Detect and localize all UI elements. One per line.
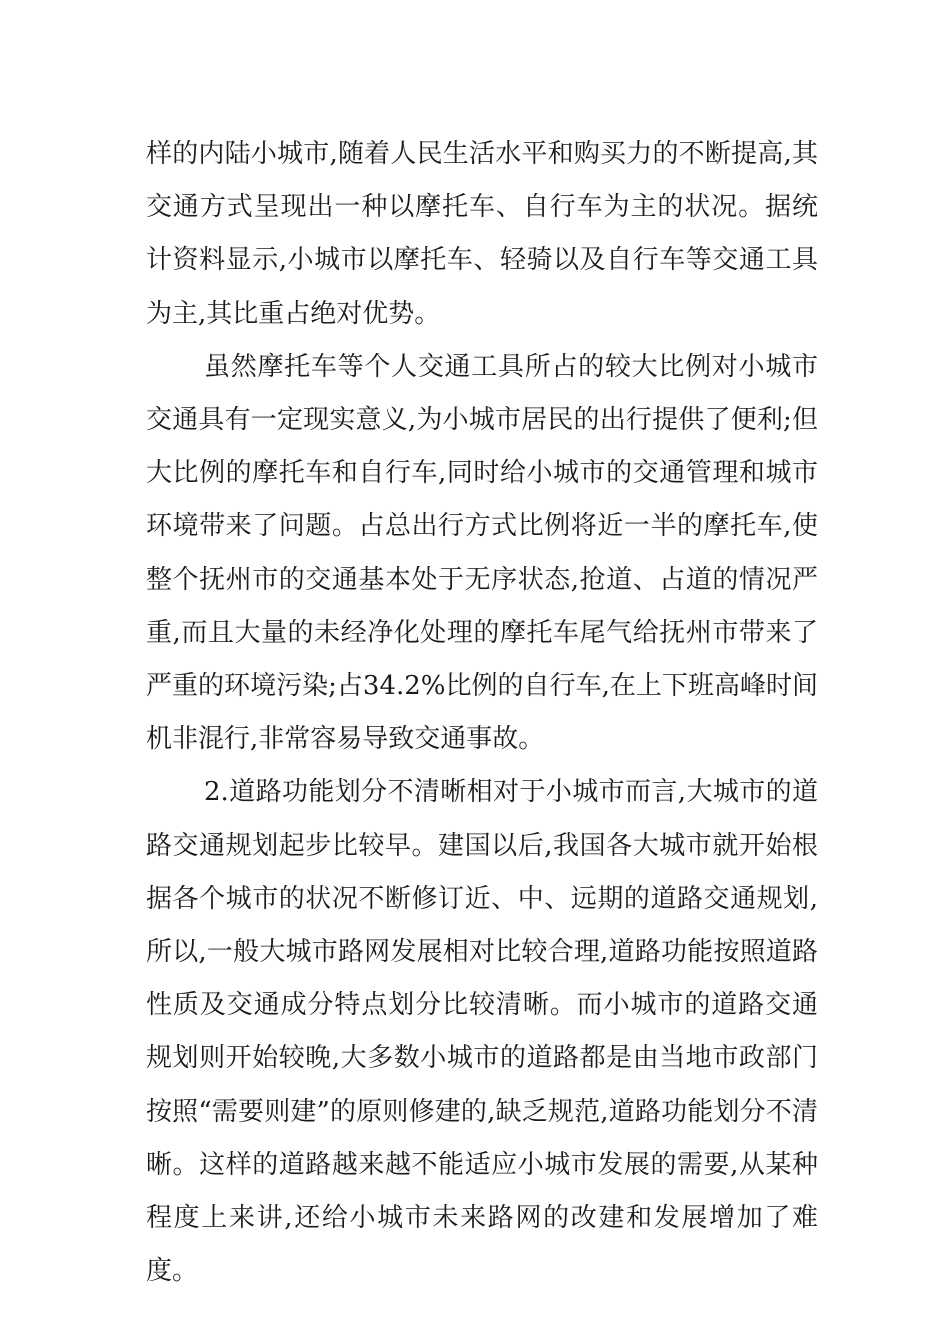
paragraph-road-function: 2.道路功能划分不清晰相对于小城市而言,大城市的道路交通规划起步比较早。建国以后,我国各大城市就开始根据各个城市的状况不断修订近、中、远期的道路交通规划,所以,一般大城市路网发展相对比较合理,道路功能按照道路性质及交通成分特点划分比较清晰。而小城市的道路交通规划则开始较晚,大多数小城市的道路都是由当地市政部门按照“需要则建”的原则修建的,缺乏规范,道路功能划分不清晰。这样的道路越来越不能适应小城市发展的需要,从某种程度上来讲,还给小城市未来路网的改建和发展增加了难度。	[146, 777, 818, 1287]
paragraph-traffic-impact: 虽然摩托车等个人交通工具所占的较大比例对小城市交通具有一定现实意义,为小城市居民的出行提供了便利;但大比例的摩托车和自行车,同时给小城市的交通管理和城市环境带来了问题。占总出行方式比例将近一半的摩托车,使整个抚州市的交通基本处于无序状态,抢道、占道的情况严重,而且大量的未经净化处理的摩托车尾气给抚州市带来了严重的环境污染;占34.2%比例的自行车,在上下班高峰时间机非混行,非常容易导致交通事故。	[146, 351, 818, 755]
document-body	[146, 128, 818, 1298]
paragraph-continued: 样的内陆小城市,随着人民生活水平和购买力的不断提高,其交通方式呈现出一种以摩托车、自行车为主的状况。据统计资料显示,小城市以摩托车、轻骑以及自行车等交通工具为主,其比重占绝对优势。	[146, 139, 818, 329]
